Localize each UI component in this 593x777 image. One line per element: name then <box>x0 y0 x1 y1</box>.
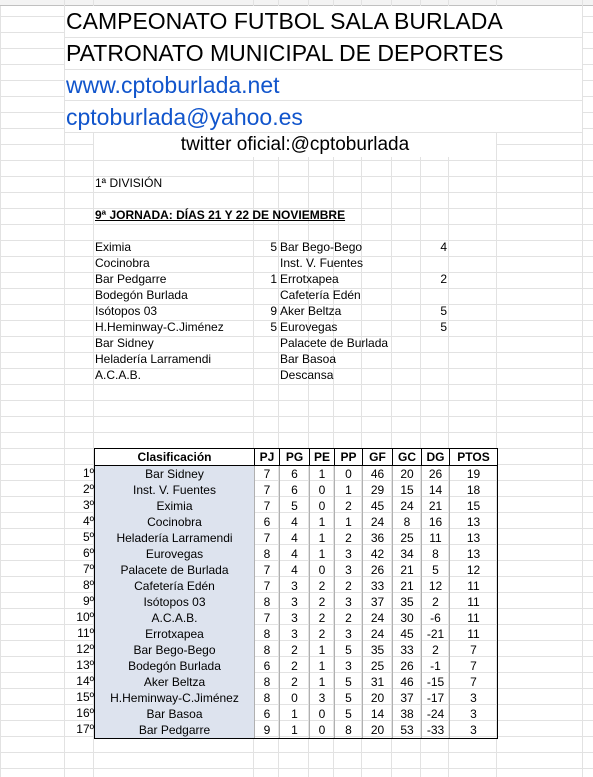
pg-cell[interactable]: 3 <box>280 626 310 642</box>
match-away-score[interactable]: 5 <box>440 304 447 318</box>
pe-cell[interactable]: 1 <box>310 514 335 530</box>
gc-cell[interactable]: 33 <box>393 642 422 658</box>
dg-cell[interactable]: 2 <box>422 642 450 658</box>
dg-cell[interactable]: 16 <box>422 514 450 530</box>
match-home-team[interactable]: Cocinobra <box>95 256 150 270</box>
dg-cell[interactable]: 26 <box>422 466 450 483</box>
pj-cell[interactable]: 8 <box>255 690 280 706</box>
position-cell[interactable]: 12º <box>76 642 94 656</box>
match-away-score[interactable]: 2 <box>440 272 447 286</box>
ptos-cell[interactable]: 13 <box>450 514 498 530</box>
position-cell[interactable]: 5º <box>82 530 94 544</box>
pj-cell[interactable]: 6 <box>255 658 280 674</box>
gc-cell[interactable]: 46 <box>393 674 422 690</box>
ptos-cell[interactable]: 15 <box>450 498 498 514</box>
table-row <box>95 466 498 483</box>
gf-cell[interactable]: 36 <box>363 530 393 546</box>
gf-cell[interactable]: 20 <box>363 690 393 706</box>
dg-cell[interactable]: 11 <box>422 530 450 546</box>
pj-cell[interactable]: 8 <box>255 546 280 562</box>
gc-cell[interactable]: 21 <box>393 578 422 594</box>
pj-cell[interactable]: 7 <box>255 610 280 626</box>
pp-cell[interactable]: 1 <box>335 482 363 498</box>
ptos-cell[interactable]: 13 <box>450 530 498 546</box>
match-home-team[interactable]: Isótopos 03 <box>95 304 158 318</box>
team-name-cell[interactable]: Bar Sidney <box>95 466 255 483</box>
team-name-cell[interactable]: Isótopos 03 <box>95 594 255 610</box>
match-away-team[interactable]: Bar Bego-Bego <box>280 240 363 254</box>
team-name-cell[interactable]: A.C.A.B. <box>95 610 255 626</box>
pe-cell[interactable]: 1 <box>310 658 335 674</box>
jornada-title: 9ª JORNADA: DÍAS 21 Y 22 DE NOVIEMBRE <box>95 208 346 222</box>
pp-cell[interactable]: 5 <box>335 642 363 658</box>
gc-cell[interactable]: 8 <box>393 514 422 530</box>
pp-cell[interactable]: 0 <box>335 466 363 483</box>
standings-header-row <box>95 449 498 466</box>
table-row <box>95 642 498 658</box>
website-link[interactable]: www.cptoburlada.net <box>66 72 280 98</box>
position-cell[interactable]: 13º <box>76 658 94 672</box>
match-home-team[interactable]: Bar Sidney <box>95 336 154 350</box>
table-row <box>95 674 498 690</box>
pp-cell[interactable]: 1 <box>335 514 363 530</box>
gc-cell[interactable]: 21 <box>393 562 422 578</box>
team-name-cell[interactable]: Bar Pedgarre <box>95 722 255 739</box>
pj-cell[interactable]: 9 <box>255 722 280 739</box>
pe-cell[interactable]: 1 <box>310 546 335 562</box>
ptos-cell[interactable]: 11 <box>450 610 498 626</box>
header-gc[interactable]: GC <box>393 449 422 466</box>
table-row <box>95 530 498 546</box>
gf-cell[interactable]: 29 <box>363 482 393 498</box>
gc-cell[interactable]: 20 <box>393 466 422 483</box>
match-away-score[interactable]: 5 <box>440 320 447 334</box>
gf-cell[interactable]: 35 <box>363 642 393 658</box>
position-cell[interactable]: 3º <box>82 498 94 512</box>
ptos-cell[interactable]: 7 <box>450 674 498 690</box>
pe-cell[interactable]: 2 <box>310 594 335 610</box>
pj-cell[interactable]: 6 <box>255 706 280 722</box>
pj-cell[interactable]: 7 <box>255 498 280 514</box>
gf-cell[interactable]: 24 <box>363 610 393 626</box>
match-away-team[interactable]: Descansa <box>280 368 334 382</box>
header-dg[interactable]: DG <box>422 449 450 466</box>
dg-cell[interactable]: 12 <box>422 578 450 594</box>
pe-cell[interactable]: 1 <box>310 642 335 658</box>
team-name-cell[interactable]: Errotxapea <box>95 626 255 642</box>
dg-cell[interactable]: 21 <box>422 498 450 514</box>
pe-cell[interactable]: 0 <box>310 562 335 578</box>
pg-cell[interactable]: 3 <box>280 578 310 594</box>
team-name-cell[interactable]: Eximia <box>95 498 255 514</box>
table-row <box>95 626 498 642</box>
match-home-team[interactable]: A.C.A.B. <box>95 368 142 382</box>
pp-cell[interactable]: 3 <box>335 562 363 578</box>
team-name-cell[interactable]: Bar Basoa <box>95 706 255 722</box>
team-name-cell[interactable]: Bodegón Burlada <box>95 658 255 674</box>
table-row <box>95 722 498 739</box>
gf-cell[interactable]: 24 <box>363 514 393 530</box>
pe-cell[interactable]: 0 <box>310 498 335 514</box>
table-row <box>95 594 498 610</box>
dg-cell[interactable]: 14 <box>422 482 450 498</box>
grid-line <box>582 0 583 777</box>
header-clasificacion[interactable]: Clasificación <box>95 449 255 466</box>
match-home-score[interactable]: 1 <box>270 272 277 286</box>
pp-cell[interactable]: 5 <box>335 690 363 706</box>
header-ptos[interactable]: PTOS <box>450 449 498 466</box>
email-link[interactable]: cptoburlada@yahoo.es <box>66 104 303 130</box>
ptos-cell[interactable]: 11 <box>450 578 498 594</box>
match-away-team[interactable]: Eurovegas <box>280 320 338 334</box>
position-cell[interactable]: 4º <box>82 514 94 528</box>
pj-cell[interactable]: 8 <box>255 594 280 610</box>
pe-cell[interactable]: 0 <box>310 722 335 739</box>
gf-cell[interactable]: 20 <box>363 722 393 739</box>
pg-cell[interactable]: 4 <box>280 514 310 530</box>
match-home-team[interactable]: Bar Pedgarre <box>95 272 167 286</box>
match-home-team[interactable]: Bodegón Burlada <box>95 288 188 302</box>
match-away-team[interactable]: Aker Beltza <box>280 304 342 318</box>
pe-cell[interactable]: 2 <box>310 578 335 594</box>
table-row <box>95 562 498 578</box>
table-row <box>95 482 498 498</box>
ptos-cell[interactable]: 7 <box>450 658 498 674</box>
match-away-team[interactable]: Palacete de Burlada <box>280 336 389 350</box>
dg-cell[interactable]: 2 <box>422 594 450 610</box>
pp-cell[interactable]: 3 <box>335 546 363 562</box>
pp-cell[interactable]: 5 <box>335 674 363 690</box>
gc-cell[interactable]: 26 <box>393 658 422 674</box>
table-row <box>95 578 498 594</box>
gc-cell[interactable]: 37 <box>393 690 422 706</box>
pe-cell[interactable]: 1 <box>310 674 335 690</box>
pe-cell[interactable]: 1 <box>310 466 335 483</box>
dg-cell[interactable]: -24 <box>422 706 450 722</box>
pg-cell[interactable]: 2 <box>280 642 310 658</box>
pg-cell[interactable]: 6 <box>280 482 310 498</box>
ptos-cell[interactable]: 3 <box>450 722 498 739</box>
gc-cell[interactable]: 45 <box>393 626 422 642</box>
table-row <box>95 546 498 562</box>
pe-cell[interactable]: 0 <box>310 706 335 722</box>
match-away-team[interactable]: Bar Basoa <box>280 352 337 366</box>
pp-cell[interactable]: 2 <box>335 578 363 594</box>
gc-cell[interactable]: 30 <box>393 610 422 626</box>
pg-cell[interactable]: 4 <box>280 562 310 578</box>
gf-cell[interactable]: 33 <box>363 578 393 594</box>
twitter-handle: twitter oficial:@cptoburlada <box>180 134 410 155</box>
pg-cell[interactable]: 3 <box>280 594 310 610</box>
pj-cell[interactable]: 7 <box>255 466 280 483</box>
title-patronato: PATRONATO MUNICIPAL DE DEPORTES <box>66 40 504 66</box>
pj-cell[interactable]: 7 <box>255 482 280 498</box>
dg-cell[interactable]: -17 <box>422 690 450 706</box>
pp-cell[interactable]: 3 <box>335 658 363 674</box>
table-row <box>95 498 498 514</box>
ptos-cell[interactable]: 3 <box>450 706 498 722</box>
team-name-cell[interactable]: Heladería Larramendi <box>95 530 255 546</box>
dg-cell[interactable]: -15 <box>422 674 450 690</box>
team-name-cell[interactable]: Cocinobra <box>95 514 255 530</box>
position-cell[interactable]: 16º <box>76 706 94 720</box>
gf-cell[interactable]: 45 <box>363 498 393 514</box>
gf-cell[interactable]: 24 <box>363 626 393 642</box>
pj-cell[interactable]: 8 <box>255 642 280 658</box>
pe-cell[interactable]: 2 <box>310 610 335 626</box>
team-name-cell[interactable]: Aker Beltza <box>95 674 255 690</box>
pg-cell[interactable]: 0 <box>280 690 310 706</box>
table-row <box>95 658 498 674</box>
gc-cell[interactable]: 15 <box>393 482 422 498</box>
ptos-cell[interactable]: 13 <box>450 546 498 562</box>
pp-cell[interactable]: 2 <box>335 530 363 546</box>
pe-cell[interactable]: 0 <box>310 482 335 498</box>
dg-cell[interactable]: 5 <box>422 562 450 578</box>
position-cell[interactable]: 1º <box>82 466 94 480</box>
position-cell[interactable]: 9º <box>82 594 94 608</box>
dg-cell[interactable]: -21 <box>422 626 450 642</box>
gf-cell[interactable]: 37 <box>363 594 393 610</box>
gf-cell[interactable]: 26 <box>363 562 393 578</box>
table-row <box>95 690 498 706</box>
pj-cell[interactable]: 8 <box>255 626 280 642</box>
position-cell[interactable]: 2º <box>82 482 94 496</box>
match-away-team[interactable]: Inst. V. Fuentes <box>280 256 363 270</box>
match-away-team[interactable]: Errotxapea <box>280 272 339 286</box>
pp-cell[interactable]: 2 <box>335 498 363 514</box>
pe-cell[interactable]: 3 <box>310 690 335 706</box>
pg-cell[interactable]: 4 <box>280 546 310 562</box>
header-pp[interactable]: PP <box>335 449 363 466</box>
pp-cell[interactable]: 3 <box>335 626 363 642</box>
pp-cell[interactable]: 3 <box>335 594 363 610</box>
match-home-score[interactable]: 5 <box>270 320 277 334</box>
position-cell[interactable]: 6º <box>82 546 94 560</box>
pj-cell[interactable]: 7 <box>255 578 280 594</box>
pj-cell[interactable]: 6 <box>255 514 280 530</box>
title-campeonato: CAMPEONATO FUTBOL SALA BURLADA <box>66 8 503 34</box>
gc-cell[interactable]: 35 <box>393 594 422 610</box>
ptos-cell[interactable]: 19 <box>450 466 498 483</box>
division-label: 1ª DIVISIÓN <box>95 176 163 190</box>
pg-cell[interactable]: 1 <box>280 706 310 722</box>
match-home-team[interactable]: Heladería Larramendi <box>95 352 212 366</box>
pg-cell[interactable]: 5 <box>280 498 310 514</box>
dg-cell[interactable]: 8 <box>422 546 450 562</box>
team-name-cell[interactable]: Inst. V. Fuentes <box>95 482 255 498</box>
gf-cell[interactable]: 25 <box>363 658 393 674</box>
pg-cell[interactable]: 3 <box>280 610 310 626</box>
pp-cell[interactable]: 5 <box>335 706 363 722</box>
pg-cell[interactable]: 2 <box>280 658 310 674</box>
match-home-score[interactable]: 5 <box>270 240 277 254</box>
gf-cell[interactable]: 42 <box>363 546 393 562</box>
header-gf[interactable]: GF <box>363 449 393 466</box>
pj-cell[interactable]: 8 <box>255 674 280 690</box>
ptos-cell[interactable]: 7 <box>450 642 498 658</box>
pg-cell[interactable]: 4 <box>280 530 310 546</box>
gf-cell[interactable]: 14 <box>363 706 393 722</box>
match-away-team[interactable]: Cafetería Edén <box>280 288 361 302</box>
gc-cell[interactable]: 38 <box>393 706 422 722</box>
ptos-cell[interactable]: 11 <box>450 594 498 610</box>
header-pj[interactable]: PJ <box>255 449 280 466</box>
team-name-cell[interactable]: Bar Bego-Bego <box>95 642 255 658</box>
position-cell[interactable]: 17º <box>76 722 94 736</box>
dg-cell[interactable]: -6 <box>422 610 450 626</box>
match-home-team[interactable]: Eximia <box>95 240 132 254</box>
ptos-cell[interactable]: 3 <box>450 690 498 706</box>
pg-cell[interactable]: 2 <box>280 674 310 690</box>
header-pe[interactable]: PE <box>310 449 335 466</box>
pj-cell[interactable]: 7 <box>255 530 280 546</box>
pg-cell[interactable]: 6 <box>280 466 310 483</box>
position-cell[interactable]: 8º <box>82 578 94 592</box>
ptos-cell[interactable]: 18 <box>450 482 498 498</box>
ptos-cell[interactable]: 11 <box>450 626 498 642</box>
ptos-cell[interactable]: 12 <box>450 562 498 578</box>
table-row <box>95 610 498 626</box>
position-cell[interactable]: 15º <box>76 690 94 704</box>
dg-cell[interactable]: -33 <box>422 722 450 739</box>
position-cell[interactable]: 14º <box>76 674 94 688</box>
pe-cell[interactable]: 2 <box>310 626 335 642</box>
gc-cell[interactable]: 34 <box>393 546 422 562</box>
pp-cell[interactable]: 2 <box>335 610 363 626</box>
pg-cell[interactable]: 1 <box>280 722 310 739</box>
gc-cell[interactable]: 53 <box>393 722 422 739</box>
table-row <box>95 706 498 722</box>
standings-table <box>94 448 498 739</box>
position-cell[interactable]: 11º <box>77 626 94 640</box>
team-name-cell[interactable]: Eurovegas <box>95 546 255 562</box>
dg-cell[interactable]: -1 <box>422 658 450 674</box>
match-home-team[interactable]: H.Heminway-C.Jiménez <box>95 320 224 334</box>
header-pg[interactable]: PG <box>280 449 310 466</box>
match-away-score[interactable]: 4 <box>440 240 447 254</box>
gf-cell[interactable]: 46 <box>363 466 393 483</box>
gc-cell[interactable]: 25 <box>393 530 422 546</box>
pj-cell[interactable]: 7 <box>255 562 280 578</box>
table-row <box>95 514 498 530</box>
gf-cell[interactable]: 31 <box>363 674 393 690</box>
team-name-cell[interactable]: Palacete de Burlada <box>95 562 255 578</box>
match-home-score[interactable]: 9 <box>270 304 277 318</box>
pp-cell[interactable]: 8 <box>335 722 363 739</box>
pe-cell[interactable]: 1 <box>310 530 335 546</box>
team-name-cell[interactable]: Cafetería Edén <box>95 578 255 594</box>
gc-cell[interactable]: 24 <box>393 498 422 514</box>
position-cell[interactable]: 10º <box>76 610 94 624</box>
position-cell[interactable]: 7º <box>82 562 94 576</box>
team-name-cell[interactable]: H.Heminway-C.Jiménez <box>95 690 255 706</box>
